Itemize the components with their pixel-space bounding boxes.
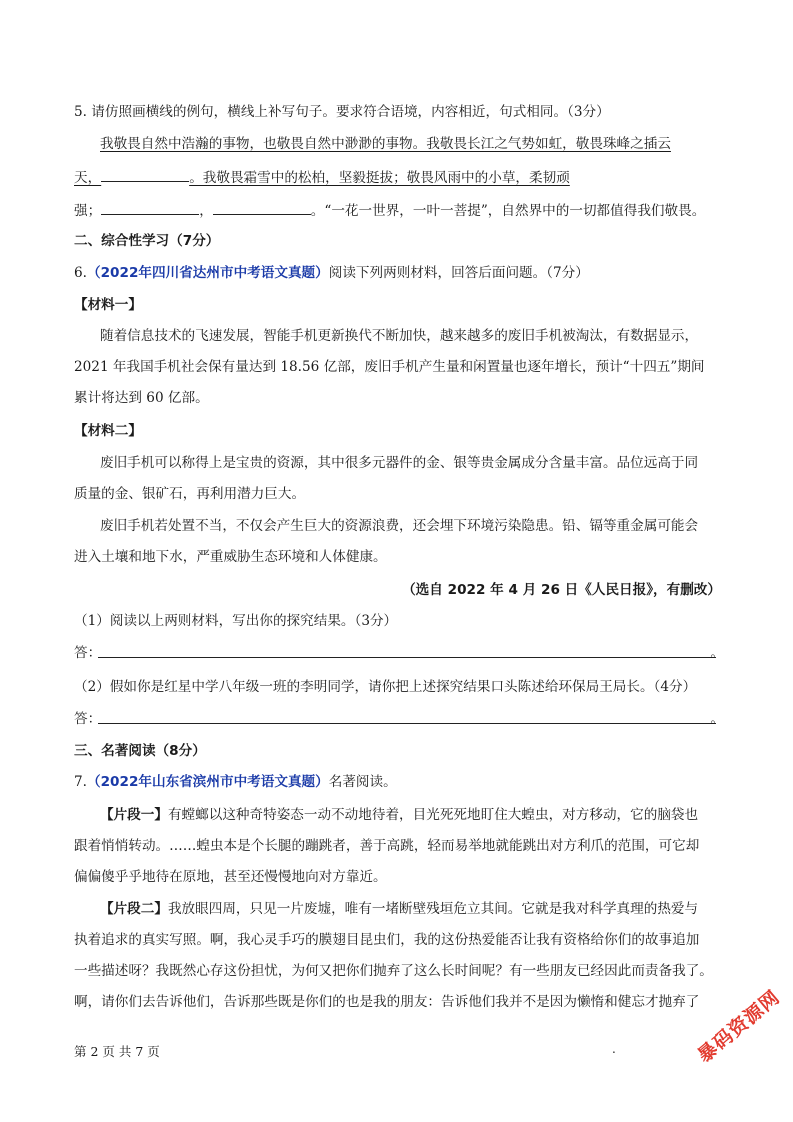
excerpt2-line3: 一些描述呀？我既然心存这份担忧，为何又把你们抛弃了这么长时间呢？有一些朋友已经因此而责备我了。 bbox=[74, 963, 713, 979]
q5-blank-3[interactable] bbox=[213, 200, 311, 215]
q5-stem: 5. 请仿照画横线的例句，横线上补写句子。要求符合语境，内容相近，句式相同。（3分） bbox=[74, 104, 610, 120]
q6-answer1[interactable]: 答： 。 bbox=[74, 645, 724, 661]
section2-title: 二、综合性学习（7分） bbox=[74, 233, 220, 249]
page-number: 第 2 页 共 7 页 bbox=[74, 1044, 160, 1059]
q5-blank-1[interactable] bbox=[101, 167, 189, 182]
excerpt2-line1: 【片段二】我放眼四周，只见一片废墟，唯有一堵断壁残垣危立其间。它就是我对科学真理的热爱与 bbox=[100, 901, 699, 917]
material2-line1: 废旧手机可以称得上是宝贵的资源，其中很多元器件的金、银等贵金属成分含量丰富。品位远高于同 bbox=[100, 455, 699, 471]
material1-title: 【材料一】 bbox=[74, 297, 142, 313]
excerpt1-line1: 【片段一】有螳螂以这种奇特姿态一动不动地待着，目光死死地盯住大蝗虫，对方移动，它的脑袋也 bbox=[100, 807, 699, 823]
material2-line4: 进入土壤和地下水，严重威胁生态环境和人体健康。 bbox=[74, 549, 387, 565]
excerpt2-line4: 啊，请你们去告诉他们，告诉那些既是你们的也是我的朋友：告诉他们我并不是因为懒惰和健忘才抛弃了 bbox=[74, 994, 700, 1010]
material1-line3: 累计将达到 60 亿部。 bbox=[74, 390, 209, 406]
q5-blank-2[interactable] bbox=[101, 200, 199, 215]
answer-line[interactable] bbox=[98, 723, 716, 724]
q5-example-line1: 我敬畏自然中浩瀚的事物，也敬畏自然中渺渺的事物。我敬畏长江之气势如虹，敬畏珠峰之插云 bbox=[100, 136, 671, 152]
material2-source: （选自 2022 年 4 月 26 日《人民日报》，有删改） bbox=[402, 582, 721, 598]
watermark-logo: 暴码资源网 bbox=[693, 986, 785, 1068]
excerpt2-line2: 执着追求的真实写照。啊，我心灵手巧的膜翅目昆虫们，我的这份热爱能否让我有资格给你们的故事追加 bbox=[74, 932, 700, 948]
material1-line1: 随着信息技术的飞速发展，智能手机更新换代不断加快，越来越多的废旧手机被淘汰，有数据显示， bbox=[100, 328, 699, 344]
q6-answer2[interactable]: 答： 。 bbox=[74, 711, 724, 727]
q6-source: （2022年四川省达州市中考语文真题） bbox=[86, 265, 329, 281]
excerpt1-line2: 跟着悄悄转动。……蝗虫本是个长腿的蹦跳者，善于高跳，轻而易举地就能跳出对方利爪的范围，可它却 bbox=[74, 838, 700, 854]
excerpt1-line3: 偏偏傻乎乎地待在原地，甚至还慢慢地向对方靠近。 bbox=[74, 869, 387, 885]
section3-title: 三、名著阅读（8分） bbox=[74, 743, 206, 759]
q7-source: （2022年山东省滨州市中考语文真题） bbox=[86, 774, 329, 790]
material1-line2: 2021 年我国手机社会保有量达到 18.56 亿部，废旧手机产生量和闲置量也逐年增长，预计“十四五”期间 bbox=[74, 359, 705, 375]
footer-dot: . bbox=[612, 1042, 616, 1056]
q6-sub2: （2）假如你是红星中学八年级一班的李明同学，请你把上述探究结果口头陈述给环保局王局长。（4分） bbox=[74, 679, 697, 695]
material2-line3: 废旧手机若处置不当，不仅会产生巨大的资源浪费，还会埋下环境污染隐患。铅、镉等重金属可能会 bbox=[100, 518, 699, 534]
material2-line2: 质量的金、银矿石，再利用潜力巨大。 bbox=[74, 486, 306, 502]
material2-title: 【材料二】 bbox=[74, 423, 142, 439]
q6-sub1: （1）阅读以上两则材料，写出你的探究结果。（3分） bbox=[74, 613, 398, 629]
q7-header: 7.（2022年山东省滨州市中考语文真题）名著阅读。 bbox=[74, 774, 397, 790]
q6-header: 6.（2022年四川省达州市中考语文真题）阅读下列两则材料，回答后面问题。（7分） bbox=[74, 265, 589, 281]
q5-example-line3: 强； ， 。“一花一世界，一叶一菩提”，自然界中的一切都值得我们敬畏。 bbox=[74, 200, 705, 221]
answer-line[interactable] bbox=[98, 657, 716, 658]
q5-example-line2: 天， 。我敬畏霜雪中的松柏，坚毅挺拔；敬畏风雨中的小草，柔韧顽 bbox=[74, 167, 570, 188]
